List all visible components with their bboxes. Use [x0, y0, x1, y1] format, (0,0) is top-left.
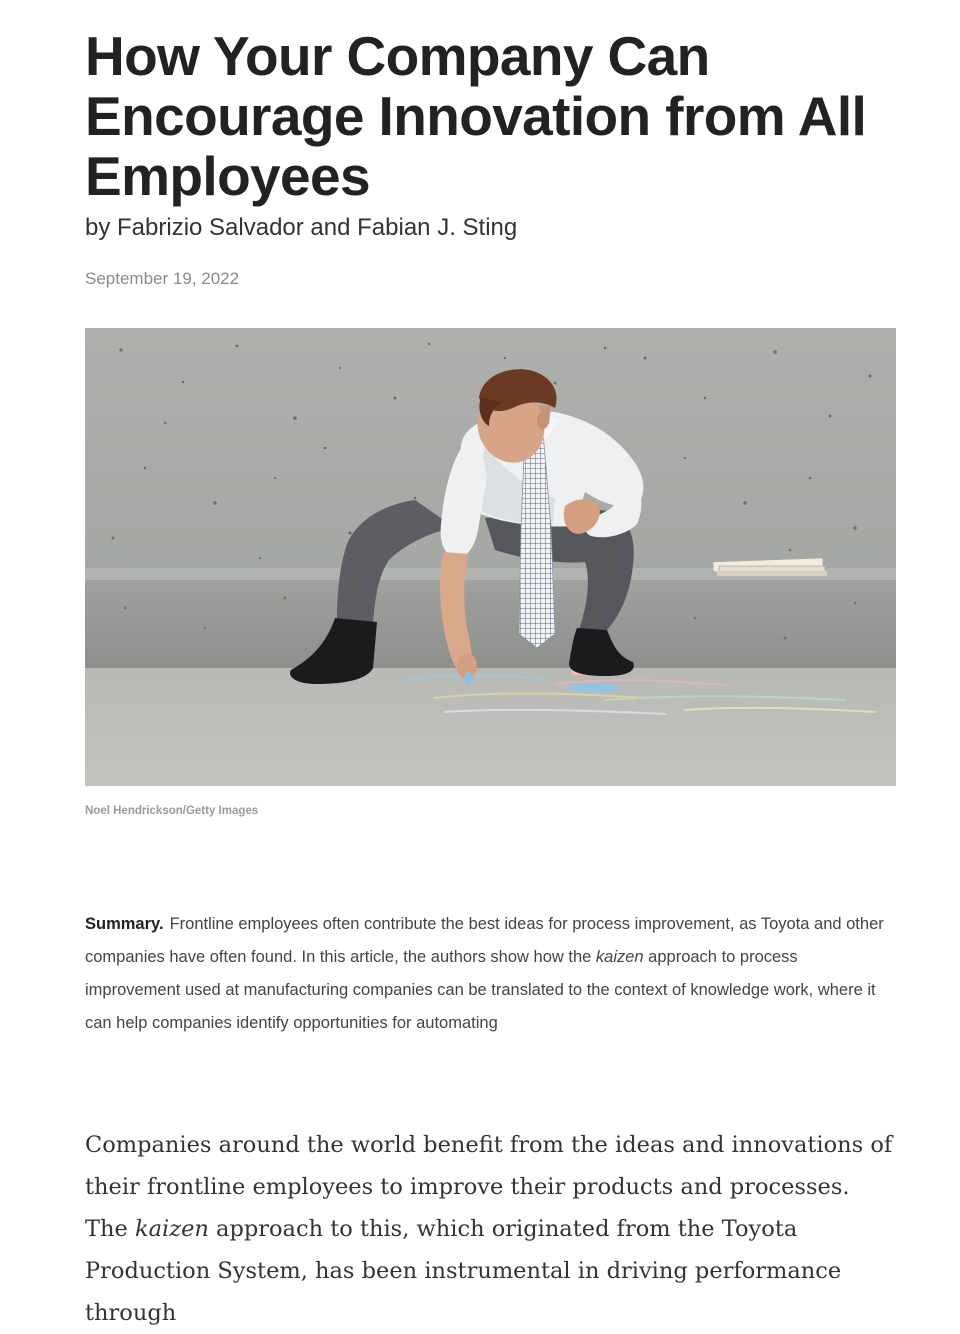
article-body-paragraph	[85, 1124, 897, 1334]
article-date: September 19, 2022	[85, 269, 240, 288]
article-title: How Your Company Can Encourage Innovation from All Employees	[85, 25, 867, 207]
summary-text-part-1: Frontline employees often contribute the best ideas for process improvement, as Toyota and other companies have often found. In this article, the authors show how the	[85, 915, 884, 966]
hero-image	[85, 328, 896, 786]
article-summary	[85, 908, 897, 1040]
body-text-part-2: approach to this, which originated from the Toyota Production System, has been instrumental in driving performance through	[85, 1216, 842, 1326]
summary-text-part-2: approach to process improvement used at manufacturing companies can be translated to the context of knowledge work, where it can help companies identify opportunities for automating	[85, 948, 876, 1032]
body-kaizen-term: kaizen	[134, 1216, 209, 1242]
summary-label: Summary.	[85, 915, 164, 933]
article-byline: by Fabrizio Salvador and Fabian J. Sting	[85, 214, 518, 241]
body-text-part-1: Companies around the world benefit from the ideas and innovations of their frontline employees to improve their products and processes. The	[85, 1132, 893, 1242]
summary-kaizen-term: kaizen	[595, 948, 644, 966]
image-credit: Noel Hendrickson/Getty Images	[85, 805, 259, 817]
